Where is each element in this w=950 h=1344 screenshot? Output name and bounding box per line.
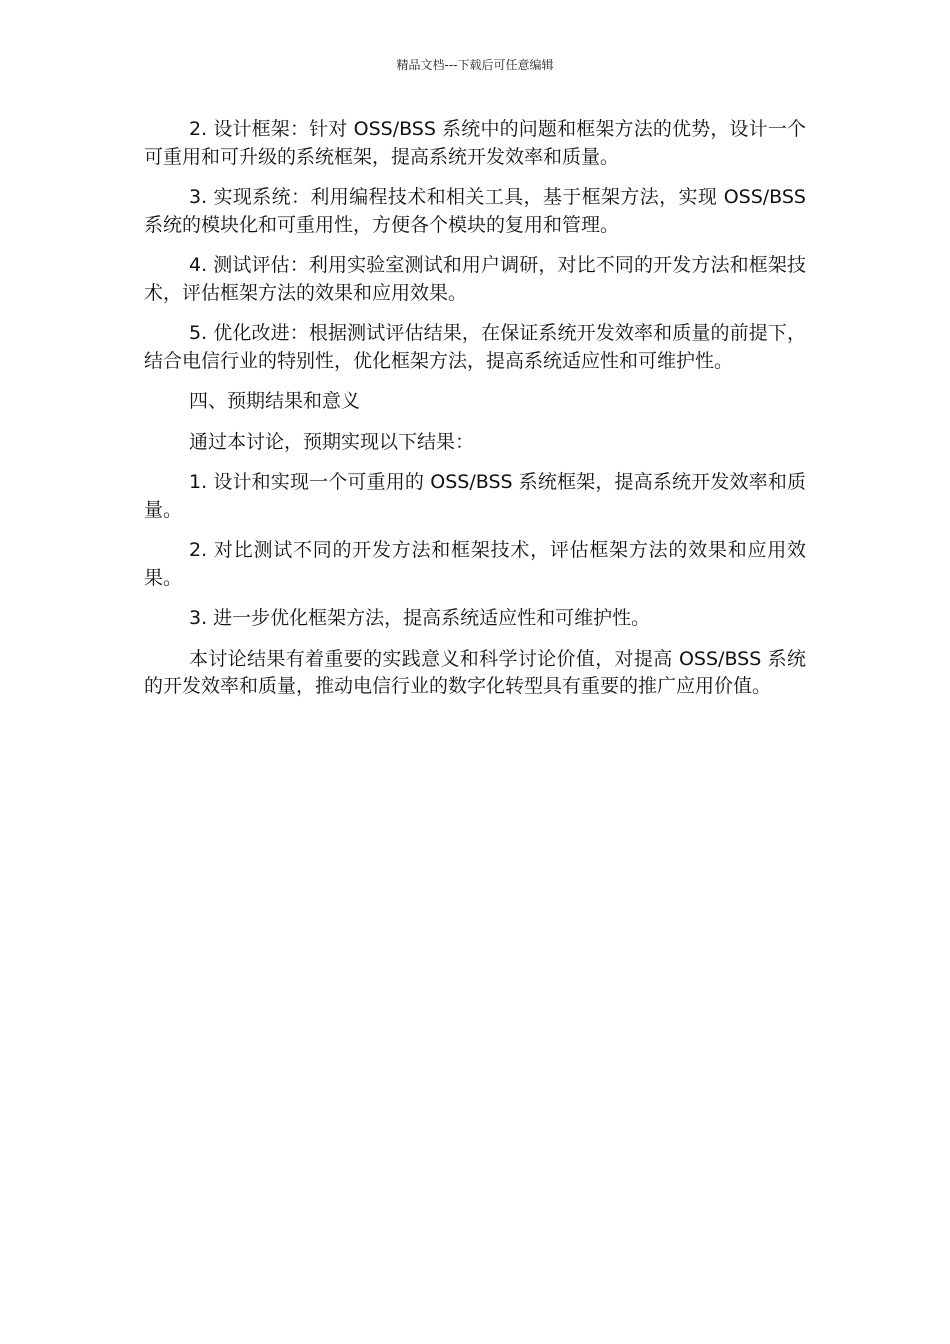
section-heading-expected-results: 四、预期结果和意义	[189, 390, 361, 412]
page-header: 精品文档---下载后可任意编辑	[396, 58, 554, 72]
result-item-1: 1. 设计和实现一个可重用的 OSS/BSS 系统框架，提高系统开发效率和质量。	[144, 471, 806, 521]
result-item-2: 2. 对比测试不同的开发方法和框架技术，评估框架方法的效果和应用效果。	[144, 539, 806, 589]
paragraph-test-evaluate: 4. 测试评估：利用实验室测试和用户调研，对比不同的开发方法和框架技术，评估框架方法的效果和应用效果。	[144, 254, 806, 304]
paragraph-significance: 本讨论结果有着重要的实践意义和科学讨论价值，对提高 OSS/BSS 系统的开发效率和质量，推动电信行业的数字化转型具有重要的推广应用价值。	[144, 647, 806, 697]
paragraph-implement-system: 3. 实现系统：利用编程技术和相关工具，基于框架方法，实现 OSS/BSS 系统的模块化和可重用性，方便各个模块的复用和管理。	[144, 186, 806, 236]
paragraph-optimize-improve: 5. 优化改进：根据测试评估结果，在保证系统开发效率和质量的前提下，结合电信行业的特别性，优化框架方法，提高系统适应性和可维护性。	[144, 322, 806, 372]
result-item-3: 3. 进一步优化框架方法，提高系统适应性和可维护性。	[189, 607, 651, 629]
paragraph-design-framework: 2. 设计框架：针对 OSS/BSS 系统中的问题和框架方法的优势，设计一个可重用和可升级的系统框架，提高系统开发效率和质量。	[144, 118, 806, 168]
paragraph-results-intro: 通过本讨论，预期实现以下结果：	[189, 430, 475, 453]
document-body	[144, 116, 806, 714]
